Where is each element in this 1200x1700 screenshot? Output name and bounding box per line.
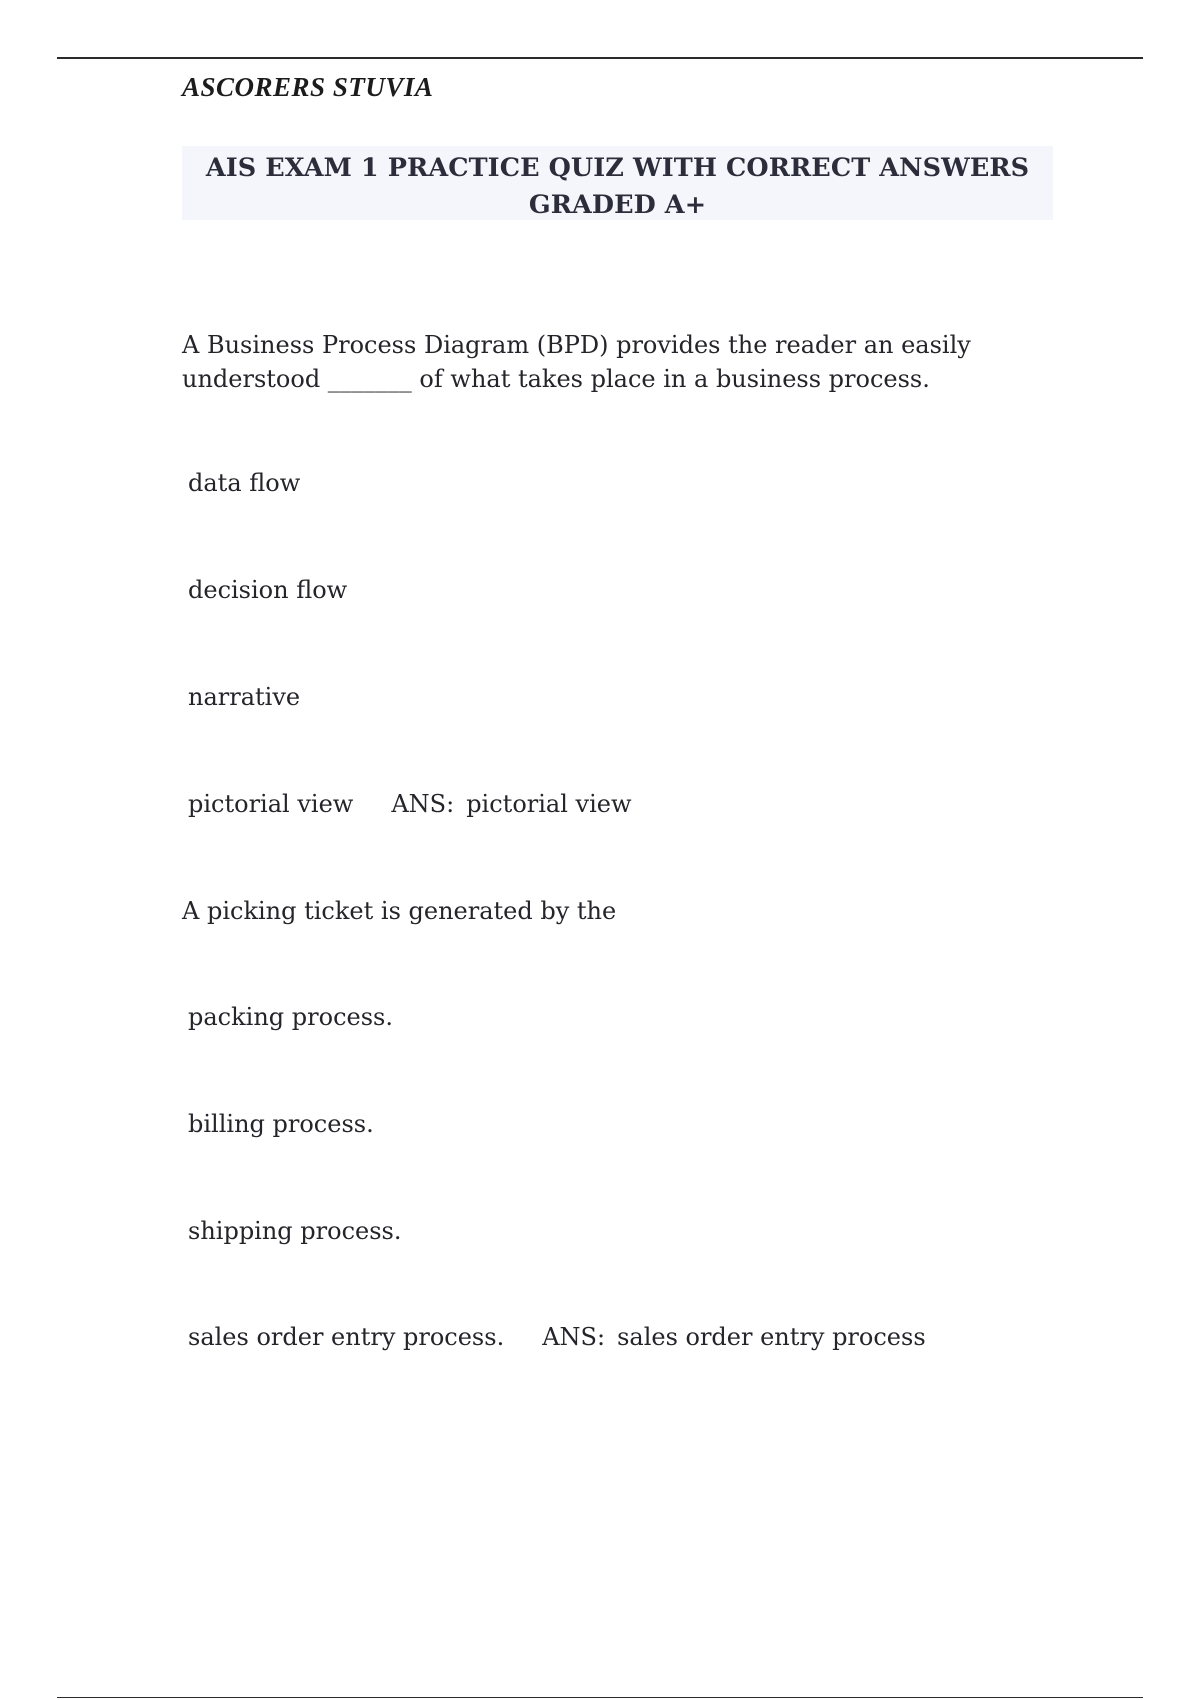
bottom-rule <box>57 1697 1143 1698</box>
question-1-option-3: narrative <box>188 683 301 711</box>
question-2-line-1: A picking ticket is generated by the <box>182 897 617 925</box>
question-2-option-4: sales order entry process. <box>188 1323 505 1351</box>
question-2-option-1: packing process. <box>188 1003 393 1031</box>
question-1-line-2: understood _______ of what takes place in a business process. <box>182 365 930 393</box>
question-1-answer: pictorial view <box>466 790 632 818</box>
question-2-option-3: shipping process. <box>188 1217 402 1245</box>
question-1-answer-label: ANS: <box>391 790 455 818</box>
question-1-option-4-row <box>188 787 632 821</box>
top-rule <box>57 57 1143 59</box>
page-title-line-1: AIS EXAM 1 PRACTICE QUIZ WITH CORRECT ANSWERS <box>205 153 1030 183</box>
question-2-option-2: billing process. <box>188 1110 374 1138</box>
question-2-answer-label: ANS: <box>542 1323 606 1351</box>
question-2-answer: sales order entry process <box>617 1323 926 1351</box>
question-1-line-1: A Business Process Diagram (BPD) provides the reader an easily <box>182 331 971 359</box>
header-brand: ASCORERS STUVIA <box>182 72 434 102</box>
question-1-option-1: data flow <box>188 469 301 497</box>
question-1-option-2: decision flow <box>188 576 348 604</box>
page-title-line-2: GRADED A+ <box>528 190 707 220</box>
question-1-option-4: pictorial view <box>188 790 354 818</box>
title-box <box>182 146 1053 220</box>
question-2-option-4-row <box>188 1320 926 1354</box>
